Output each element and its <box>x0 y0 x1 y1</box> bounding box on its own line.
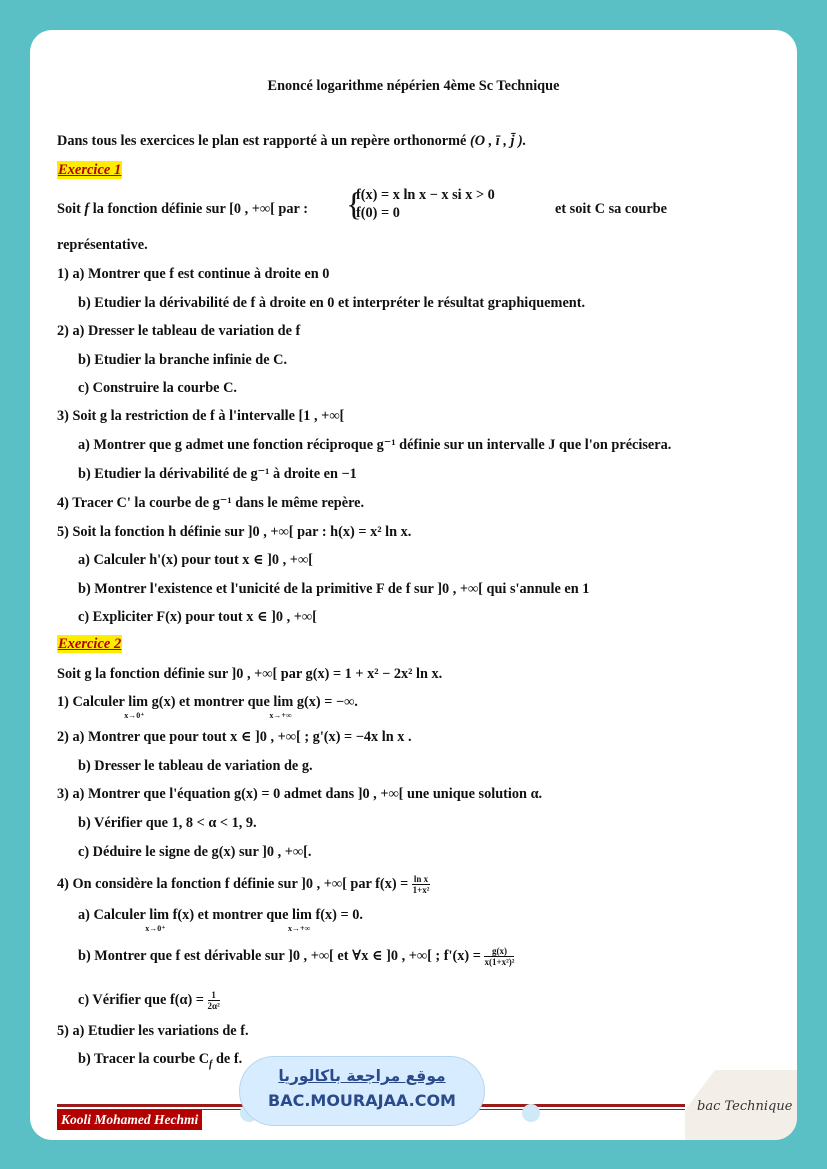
author-label: Kooli Mohamed Hechmi <box>57 1110 202 1130</box>
fraction-denominator: 2α² <box>207 1001 220 1011</box>
ex2-q5b-text: b) Tracer la courbe C <box>78 1051 210 1067</box>
lim-subscript: x→+∞ <box>288 924 311 933</box>
ex1-system-line1: f(x) = x ln x − x si x > 0 <box>356 187 495 203</box>
ex2-q4c-text: c) Vérifier que f(α) = <box>78 991 204 1008</box>
ex2-q5a: 5) a) Etudier les variations de f. <box>57 1023 249 1039</box>
ex1-q5c: c) Expliciter F(x) pour tout x ∈ ]0 , +∞[ <box>78 609 317 625</box>
ex1-q5: 5) Soit la fonction h définie sur ]0 , +∞[ par : h(x) = x² ln x. <box>57 524 412 540</box>
banner-url[interactable]: BAC.MOURAJAA.COM <box>268 1091 456 1110</box>
fraction-numerator: ln x <box>413 874 429 884</box>
lim-subscript: x→+∞ <box>269 711 292 720</box>
lim-label: lim <box>128 694 149 710</box>
lim-label: lim <box>292 907 312 923</box>
fraction <box>208 990 220 1011</box>
lim-label: lim <box>273 694 294 710</box>
ex1-def-f: f <box>84 201 90 217</box>
fraction-denominator: x(1+x²)² <box>484 957 515 967</box>
ex2-q4a-c: f(x) = 0. <box>315 907 363 923</box>
ex2-q4a-b: f(x) et montrer que <box>172 907 289 923</box>
ex2-q1-c: g(x) = −∞. <box>296 694 358 710</box>
lim-subscript: x→0⁺ <box>124 711 145 720</box>
ex1-q5b: b) Montrer l'existence et l'unicité de la primitive F de f sur ]0 , +∞[ qui s'annule en 1 <box>78 581 590 597</box>
ex2-definition: Soit g la fonction définie sur ]0 , +∞[ par g(x) = 1 + x² − 2x² ln x. <box>57 666 443 682</box>
limit-operator <box>288 906 312 933</box>
lim-subscript: x→0⁺ <box>145 924 166 933</box>
lim-label: lim <box>149 907 170 923</box>
intro-frame: (O , ī , j̄ ). <box>469 133 527 149</box>
ex2-q5b <box>78 1050 242 1074</box>
ex1-def-a: Soit <box>57 201 81 217</box>
stamp-corner <box>685 1070 715 1110</box>
ex1-q3b: b) Etudier la dérivabilité de g⁻¹ à droite en −1 <box>78 466 357 482</box>
ex2-q4b-text: b) Montrer que f est dérivable sur ]0 , +∞[ et ∀x ∈ ]0 , +∞[ ; f'(x) = <box>78 947 481 964</box>
limit-operator <box>124 693 149 720</box>
document-page <box>30 30 797 1140</box>
page-title: Enoncé logarithme népérien 4ème Sc Technique <box>267 78 560 94</box>
limit-operator <box>269 693 294 720</box>
limit-operator <box>145 906 170 933</box>
ex1-q1b: b) Etudier la dérivabilité de f à droite en 0 et interpréter le résultat graphiquement. <box>78 295 586 311</box>
ex2-q4-text: 4) On considère la fonction f définie sur ]0 , +∞[ par f(x) = <box>57 875 409 892</box>
ex2-q4 <box>57 874 430 895</box>
ex2-q2b: b) Dresser le tableau de variation de g. <box>78 758 313 774</box>
ex2-q4b <box>78 946 514 967</box>
ex2-q1-a: 1) Calculer <box>57 694 125 710</box>
curve-subscript: f <box>209 1058 213 1070</box>
ex1-def-b: la fonction définie sur [0 , +∞[ par : <box>92 201 308 217</box>
intro-line <box>57 132 526 150</box>
ex2-q5b-end: de f. <box>212 1051 243 1067</box>
fraction-numerator: g(x) <box>484 946 514 957</box>
fraction-numerator: 1 <box>208 990 220 1001</box>
small-logo-icon <box>522 1104 540 1122</box>
ex1-system <box>352 186 495 222</box>
ex2-q1 <box>57 693 358 720</box>
exercise1-heading: Exercice 1 <box>58 162 122 178</box>
ex2-q3c: c) Déduire le signe de g(x) sur ]0 , +∞[. <box>78 844 312 860</box>
stamp-text: bac Technique <box>697 1099 793 1114</box>
website-banner[interactable] <box>240 1057 484 1125</box>
ex1-definition <box>57 200 308 218</box>
ex2-q3a: 3) a) Montrer que l'équation g(x) = 0 admet dans ]0 , +∞[ une unique solution α. <box>57 786 543 802</box>
fraction-denominator: 1+x² <box>412 885 430 895</box>
ex2-q3b: b) Vérifier que 1, 8 < α < 1, 9. <box>78 815 257 831</box>
ex1-q2a: 2) a) Dresser le tableau de variation de f <box>57 323 301 339</box>
ex1-q3a: a) Montrer que g admet une fonction réciproque g⁻¹ définie sur un intervalle J que l'on précisera. <box>78 437 672 453</box>
fraction <box>412 874 430 895</box>
intro-text: Dans tous les exercices le plan est rapporté à un repère orthonormé <box>57 133 467 149</box>
ex1-def-c: et soit C sa courbe <box>555 201 667 217</box>
ex2-q4a <box>78 906 363 933</box>
fraction <box>484 946 514 967</box>
ex1-q4: 4) Tracer C' la courbe de g⁻¹ dans le même repère. <box>57 495 365 511</box>
ex1-q2c: c) Construire la courbe C. <box>78 380 237 396</box>
ex1-q5a: a) Calculer h'(x) pour tout x ∈ ]0 , +∞[ <box>78 552 313 568</box>
ex1-q2b: b) Etudier la branche infinie de C. <box>78 352 288 368</box>
ex1-system-line2: f(0) = 0 <box>356 205 400 221</box>
banner-arabic-title: موقع مراجعة باكالوريا <box>278 1067 446 1085</box>
brace-symbol: { <box>346 187 362 223</box>
ex2-q1-b: g(x) et montrer que <box>151 694 270 710</box>
ex2-q4c <box>78 990 220 1011</box>
ex1-def-d: représentative. <box>57 237 148 253</box>
ex2-q2a: 2) a) Montrer que pour tout x ∈ ]0 , +∞[ ; g'(x) = −4x ln x . <box>57 729 412 745</box>
ex2-q4a-a: a) Calculer <box>78 907 146 923</box>
ex1-q1a: 1) a) Montrer que f est continue à droite en 0 <box>57 266 330 282</box>
ex1-q3: 3) Soit g la restriction de f à l'intervalle [1 , +∞[ <box>57 408 345 424</box>
exercise2-heading: Exercice 2 <box>58 636 122 652</box>
